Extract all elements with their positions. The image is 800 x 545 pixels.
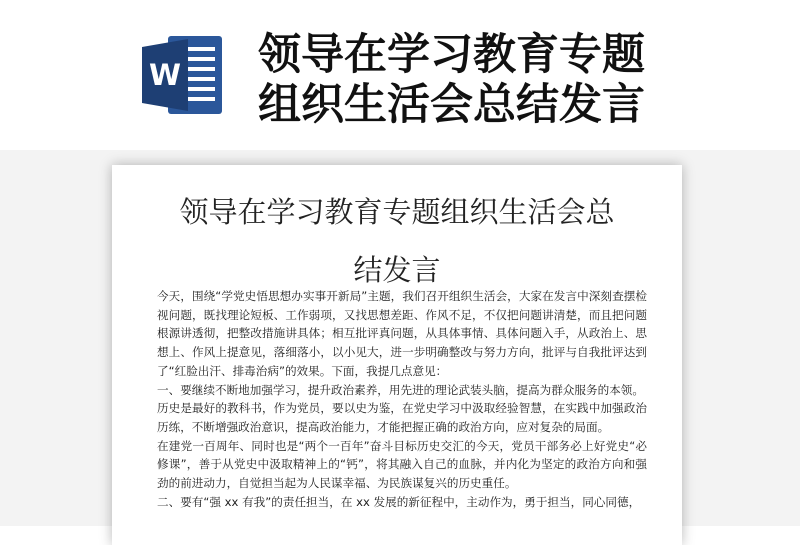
header-title xyxy=(258,30,778,130)
document-body xyxy=(157,287,647,511)
document-title-line-2: 结发言 xyxy=(353,253,441,287)
word-document-icon xyxy=(140,32,226,118)
document-title-line-1: 领导在学习教育专题组织生活会总 xyxy=(179,195,615,229)
paragraph-1: 今天，围绕“学党史悟思想办实事开新局”主题，我们召开组织生活会，大家在发言中深刻查摆检视问题，既找理论短板、工作弱项，又找思想差距、作风不足，不仅把问题讲清楚，而且把问题根源讲透彻，把整改措施讲具体；相互批评真问题，从具体事情、具体问题入手，从政治上、思想上、作风上提意见，落细落小，以小见大，进一步明确整改与努力方向，批评与自我批评达到了“红脸出汗、排毒治病”的效果。下面，我提几点意见： xyxy=(157,289,647,378)
paragraph-5: 二、要有“强 xx 有我”的责任担当，在 xx 发展的新征程中，主动作为，勇于担当，同心同德， xyxy=(157,494,641,509)
document-title xyxy=(112,183,682,299)
word-icon-letter: W xyxy=(149,58,181,92)
paragraph-4: 在建党一百周年、同时也是“两个一百年”奋斗目标历史交汇的今天，党员干部务必上好党史“必修课”，善于从党史中汲取精神上的“钙”，将其融入自己的血脉，并内化为坚定的政治方向和强劲的前进动力，自觉担当起为人民谋幸福、为民族谋复兴的历史重任。 xyxy=(157,438,647,491)
header-title-line-1: 领导在学习教育专题 xyxy=(258,30,645,80)
header-title-line-2: 组织生活会总结发言 xyxy=(258,80,645,130)
paragraph-3: 历史是最好的教科书，作为党员，要以史为鉴，在党史学习中汲取经验智慧，在实践中加强政治历练，不断增强政治意识，提高政治能力，才能把握正确的政治方向，应对复杂的局面。 xyxy=(157,401,647,434)
paragraph-2: 一、要继续不断地加强学习，提升政治素养，用先进的理论武装头脑，提高为群众服务的本领。 xyxy=(157,382,644,397)
document-page xyxy=(112,165,682,545)
header-banner xyxy=(0,0,800,150)
